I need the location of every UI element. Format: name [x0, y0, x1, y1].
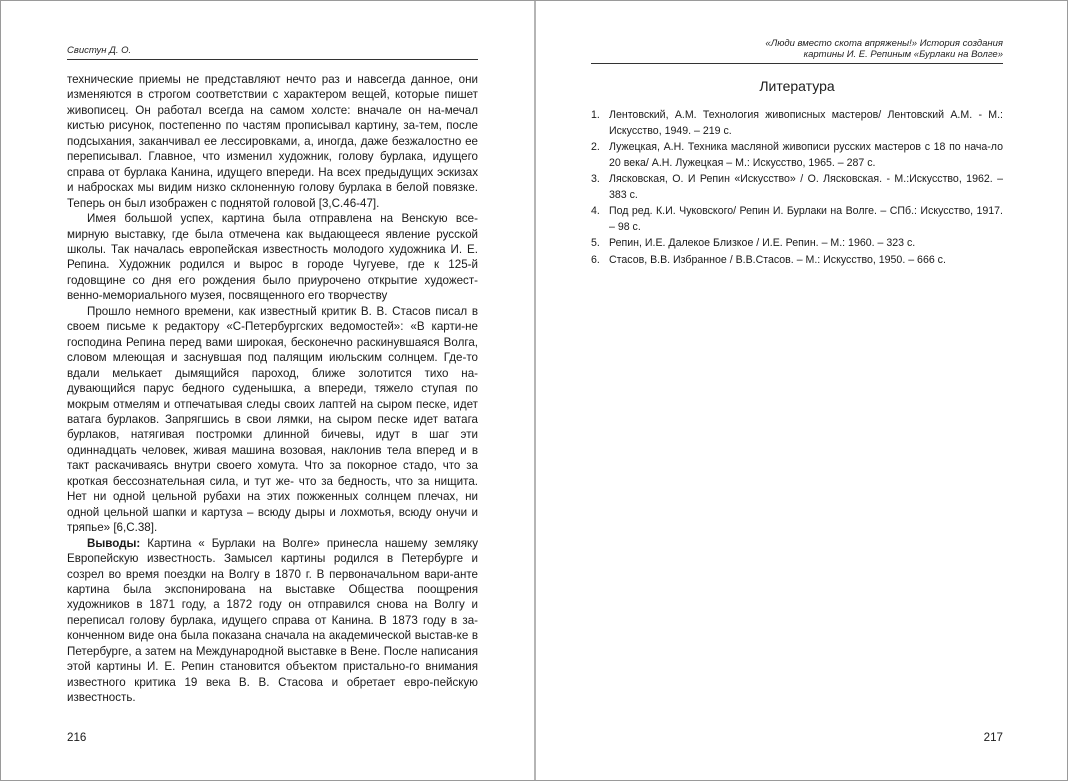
paragraph-conclusion: [67, 536, 478, 706]
reference-item: [591, 253, 1003, 269]
reference-text: Стасов, В.В. Избранное / В.В.Стасов. – М.: Искусство, 1950. – 666 с.: [609, 253, 946, 266]
body-text: [67, 72, 478, 706]
paragraph-1: технические приемы не представляют нечто раз и навсегда данное, они изменяются в строгом соответствии с характером вещей, которые пишет живописец. Он работал всегда на самом холсте: вначале он на-мечал кистью рисунок, постепенно по частям прописывал картину, за-тем, после подсыхания, заканчивал ее лессировками, а, иногда, даже безжалостно ее переписывал. Главное, что изменил художник, голову бурлака, идущего справа от бурлака Канина, идущего впереди. На всех предыдущих эскизах и набросках мы видим низко склоненную голову бурлака в белой повязке. Теперь он был изображен с поднятой головой [3,С.46-47].: [67, 73, 478, 210]
paragraph-2: Имея большой успех, картина была отправлена на Венскую все-мирную выставку, где была отмечена как выдающееся явление русской школы. Так началась европейская известность молодого художника И. Е. Репина. Художник родился и вырос в городе Чугуеве, где к 125-й годовщине со дня его рождения было приурочено открытие художест-венно-мемориального музея, посвященного его творчеству: [67, 212, 478, 303]
reference-number: 5.: [591, 237, 600, 249]
reference-number: 2.: [591, 141, 600, 153]
reference-text: Лентовский, А.М. Технология живописных мастеров/ Лентовский А.М. - М.: Искусство, 1949. – 219 с.: [609, 109, 1003, 137]
reference-number: 4.: [591, 205, 600, 217]
literature-title: Литература: [759, 78, 835, 94]
running-head-title: [591, 38, 1003, 64]
running-head-author: Свистун Д. О.: [67, 45, 478, 60]
left-page: [1, 1, 534, 780]
reference-item: [591, 236, 1003, 252]
page-number-right: 217: [983, 731, 1003, 744]
reference-text: Под ред. К.И. Чуковского/ Репин И. Бурлаки на Волге. – СПб.: Искусство, 1917. – 98 с.: [609, 205, 1003, 233]
paragraph-3: Прошло немного времени, как известный критик В. В. Стасов писал в своем письме к редактору «С-Петербургских ведомостей»: «В карти-не господина Репина перед вами широкая, бесконечно раскинувшаяся Волга, словом млеющая и заснувшая под палящим июльским солнцем. Где-то вдали мелькает дымящийся пароход, ближе золотится тихо на-дувающийся парус бедного суденышка, а впереди, тяжело ступая по мокрым отмелям и отпечатывая следы своих лаптей на сыром песке, идет ватага бурлаков. Запрягшись в свои лямки, на сыром песке идет ватага бурлаков, натягивая постромки длинной бичевы, идут в шаг эти одиннадцать человек, живая машина возовая, наклонив тела вперед и в такт раскачиваясь внутри своего хомута. Что за покорное стадо, что за кроткая бессознательная сила, и тут же- что за бедность, что за нищита. Нет ни одной цельной рубахи на этих пожженных солнцем плечах, ни одной цельной шапки и картуза – всюду дыры и лохмотья, всюду онучи и тряпье» [6,С.38].: [67, 304, 478, 535]
running-head-line-2: картины И. Е. Репиным «Бурлаки на Волге»: [803, 49, 1003, 60]
reference-list: [591, 108, 1003, 268]
page-number-left: 216: [67, 731, 87, 744]
reference-item: [591, 140, 1003, 171]
reference-number: 3.: [591, 173, 600, 185]
conclusion-label: Выводы:: [87, 536, 141, 550]
reference-number: 1.: [591, 109, 600, 121]
reference-text: Лясковская, О. И Репин «Искусство» / О. Лясковская. - М.:Искусство, 1962. – 383 с.: [609, 173, 1003, 201]
reference-item: [591, 172, 1003, 203]
reference-item: [591, 108, 1003, 139]
reference-text: Лужецкая, А.Н. Техника масляной живописи русских мастеров с 18 по нача-ло 20 века/ А.Н. Лужецкая – М.: Искусство, 1965. – 287 с.: [609, 141, 1003, 169]
conclusion-text: Картина « Бурлаки на Волге» принесла нашему земляку Европейскую известность. Замысел картины родился в Петербурге и созрел во время поездки на Волгу в 1870 г. В первоначальном вари-анте картина была экспонирована на выставке Общества поощрения художников в 1871 году, а 1872 году он отправился снова на Волгу и переписал голову бурлака, идущего справа от Канина. В 1873 году в за-конченном виде она была показана сначала на академической выстав-ке в Петербурге, а затем на Международной выставке в Вене. После написания этой картины И. Е. Репин становится объектом пристально-го внимания известного критика 19 века В. В. Стасова и обретает евро-пейскую известность.: [67, 536, 478, 705]
right-page: [534, 1, 1067, 780]
reference-number: 6.: [591, 253, 600, 266]
reference-item: [591, 204, 1003, 235]
running-head-line-1: «Люди вместо скота впряжены!» История создания: [765, 38, 1003, 49]
reference-text: Репин, И.Е. Далекое Близкое / И.Е. Репин. – М.: 1960. – 323 с.: [609, 237, 916, 249]
